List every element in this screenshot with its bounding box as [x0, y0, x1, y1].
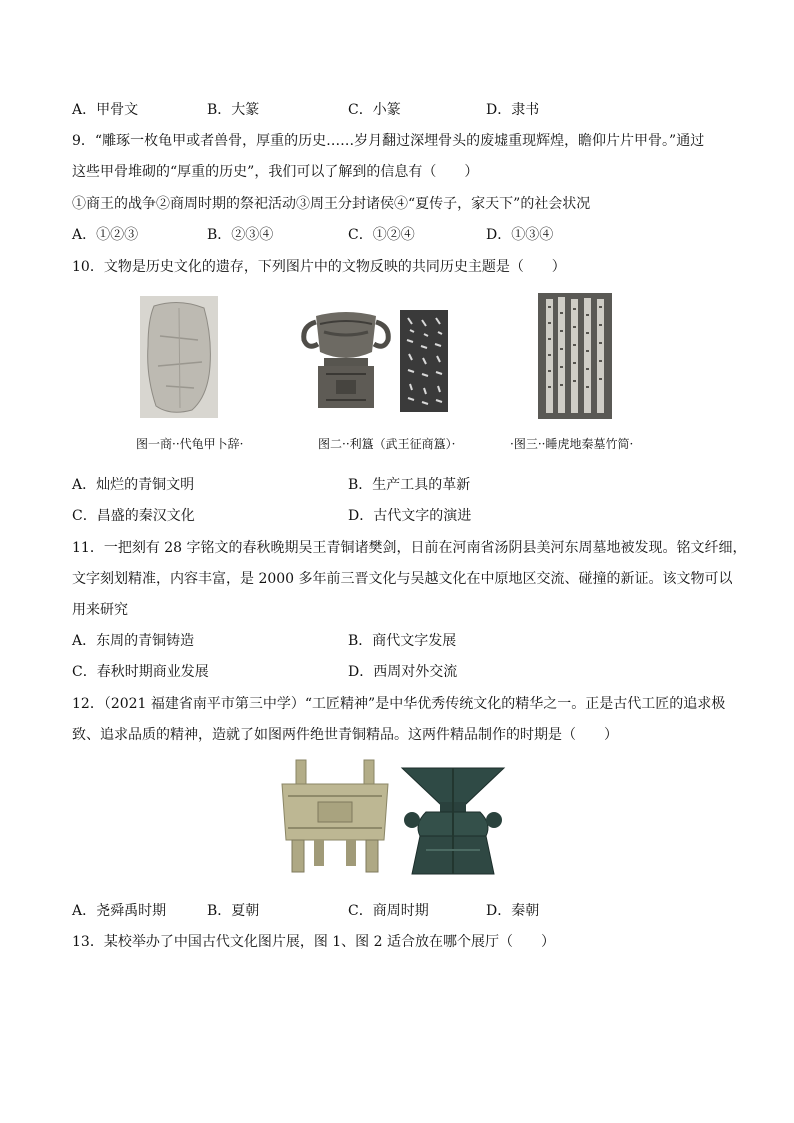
- q11-option-b: B．商代文字发展: [348, 633, 457, 649]
- q12-option-b: B．夏朝: [207, 903, 260, 919]
- q10-option-b: B．生产工具的革新: [348, 477, 471, 493]
- q9-option-a: A．①②③: [72, 227, 139, 243]
- q9-stem-line1: 9．“雕琢一枚龟甲或者兽骨，厚重的历史……岁月翻过深埋骨头的废墟重现辉煌，瞻仰片片甲骨。”通过: [72, 133, 705, 149]
- q12-option-a: A．尧舜禹时期: [72, 903, 167, 919]
- bamboo-slips-image: [538, 293, 612, 419]
- inscription-rubbing-image: [400, 310, 448, 412]
- q9-option-b: B．②③④: [207, 227, 274, 243]
- q9-stem-line2: 这些甲骨堆砌的“厚重的历史”，我们可以了解到的信息有（ ）: [72, 164, 479, 180]
- q8-option-c: C．小篆: [348, 102, 401, 118]
- q13-stem: 13．某校举办了中国古代文化图片展，图 1、图 2 适合放在哪个展厅（ ）: [72, 934, 555, 950]
- q11-option-a: A．东周的青铜铸造: [72, 633, 195, 649]
- square-ding-image: [278, 758, 392, 874]
- q12-stem-line1: 12．（2021 福建省南平市第三中学）“工匠精神”是中华优秀传统文化的精华之一。正是古代工匠的追求极: [72, 696, 726, 712]
- q10-option-c: C．昌盛的秦汉文化: [72, 508, 195, 524]
- q9-option-d: D．①③④: [486, 227, 554, 243]
- caption-figure-3: ·图三··睡虎地秦墓竹简·: [510, 437, 634, 451]
- q11-option-d: D．西周对外交流: [348, 664, 458, 680]
- square-zun-image: [396, 764, 510, 876]
- q11-stem-line3: 用来研究: [72, 602, 128, 618]
- q12-stem-line2: 致、追求品质的精神，造就了如图两件绝世青铜精品。这两件精品制作的时期是（ ）: [72, 727, 618, 743]
- oracle-bone-image: [140, 296, 218, 418]
- q11-option-c: C．春秋时期商业发展: [72, 664, 209, 680]
- q8-option-d: D．隶书: [486, 102, 540, 118]
- caption-figure-1: 图一商··代龟甲卜辞·: [136, 437, 244, 451]
- q11-stem-line1: 11．一把刻有 28 字铭文的春秋晚期吴王青铜诸樊剑，日前在河南省汤阴县美河东周墓地被发现。铭文纤细，: [72, 540, 747, 556]
- q12-option-c: C．商周时期: [348, 903, 429, 919]
- q11-stem-line2: 文字刻划精准，内容丰富，是 2000 多年前三晋文化与吴越文化在中原地区交流、碰撞的新证。该文物可以: [72, 571, 733, 587]
- caption-figure-2: 图二··利簋（武王征商簋）·: [318, 437, 456, 451]
- q9-statements: ①商王的战争②商周时期的祭祀活动③周王分封诸侯④“夏传子，家天下”的社会状况: [72, 196, 591, 212]
- q12-option-d: D．秦朝: [486, 903, 540, 919]
- q8-option-a: A．甲骨文: [72, 102, 139, 118]
- q10-stem: 10．文物是历史文化的遗存，下列图片中的文物反映的共同历史主题是（ ）: [72, 259, 566, 275]
- q10-option-d: D．古代文字的演进: [348, 508, 472, 524]
- q9-option-c: C．①②④: [348, 227, 415, 243]
- li-gui-bronze-image: [298, 308, 394, 412]
- q8-option-b: B．大篆: [207, 102, 260, 118]
- q10-option-a: A．灿烂的青铜文明: [72, 477, 195, 493]
